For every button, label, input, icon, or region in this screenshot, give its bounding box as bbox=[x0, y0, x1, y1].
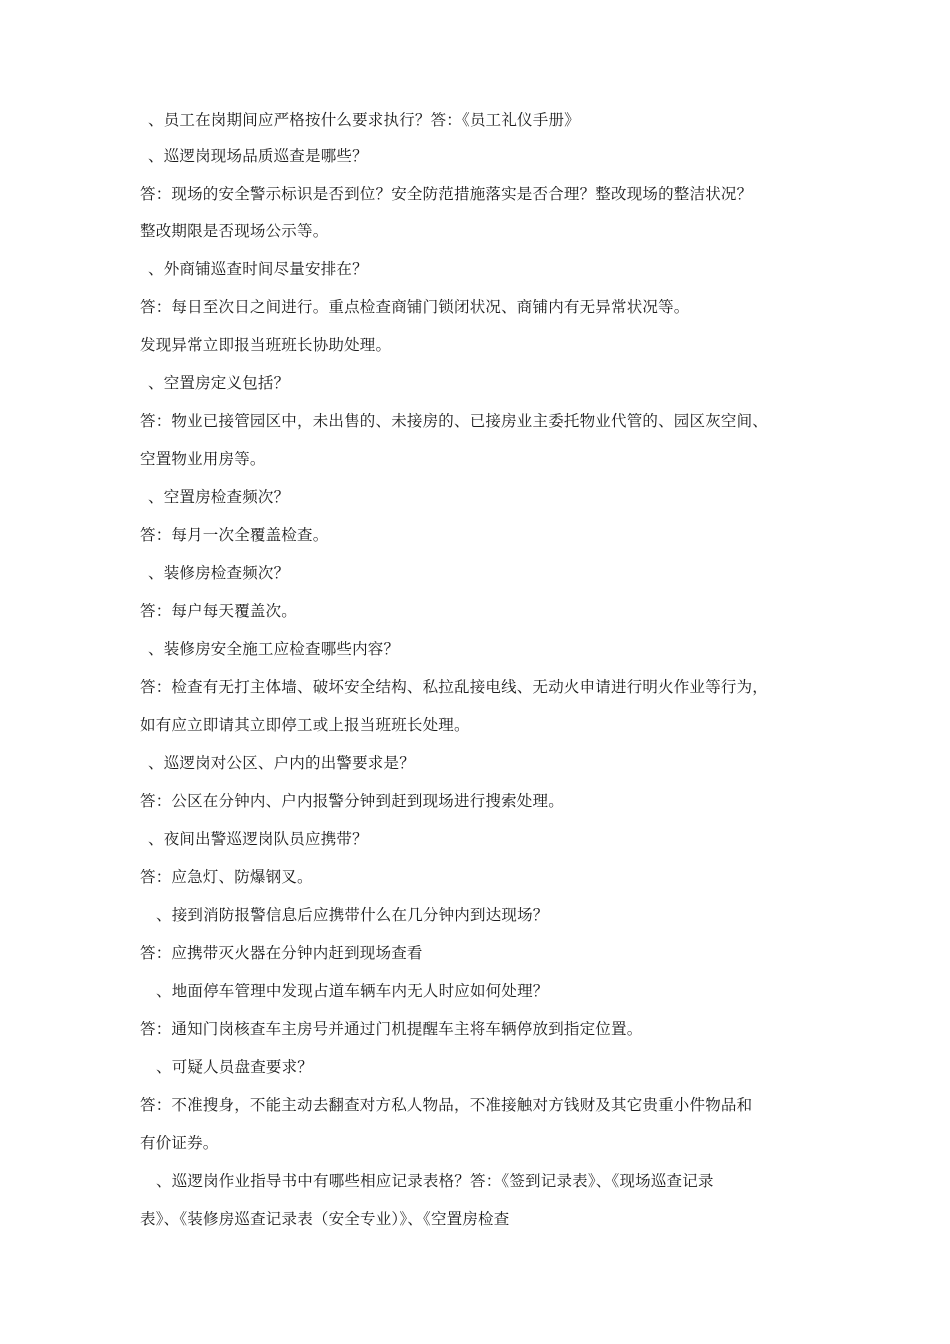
question-line: 、员工在岗期间应严格按什么要求执行？答：《员工礼仪手册》 bbox=[148, 111, 580, 129]
answer-line: 如有应立即请其立即停工或上报当班班长处理。 bbox=[140, 716, 470, 734]
answer-line: 答：每日至次日之间进行。重点检查商铺门锁闭状况、商铺内有无异常状况等。 bbox=[140, 298, 690, 316]
answer-line: 答：应急灯、防爆钢叉。 bbox=[140, 868, 313, 886]
question-line: 、接到消防报警信息后应携带什么在几分钟内到达现场？ bbox=[156, 906, 549, 924]
answer-line: 答：应携带灭火器在分钟内赶到现场查看 bbox=[140, 944, 423, 962]
answer-line: 表》、《装修房巡查记录表（安全专业）》、《空置房检查 bbox=[140, 1210, 510, 1228]
answer-line: 答：通知门岗核查车主房号并通过门机提醒车主将车辆停放到指定位置。 bbox=[140, 1020, 643, 1038]
question-line: 、可疑人员盘查要求？ bbox=[156, 1058, 314, 1076]
answer-line: 答：公区在分钟内、户内报警分钟到赶到现场进行搜索处理。 bbox=[140, 792, 564, 810]
question-line: 、巡逻岗对公区、户内的出警要求是？ bbox=[148, 754, 415, 772]
question-line: 、夜间出警巡逻岗队员应携带？ bbox=[148, 830, 368, 848]
answer-line: 有价证券。 bbox=[140, 1134, 219, 1152]
question-line: 、地面停车管理中发现占道车辆车内无人时应如何处理？ bbox=[156, 982, 549, 1000]
question-line: 、巡逻岗现场品质巡查是哪些？ bbox=[148, 147, 368, 165]
answer-line: 答：不准搜身，不能主动去翻查对方私人物品，不准接触对方钱财及其它贵重小件物品和 bbox=[140, 1096, 753, 1114]
answer-line: 答：检查有无打主体墙、破坏安全结构、私拉乱接电线、无动火申请进行明火作业等行为， bbox=[140, 678, 769, 696]
question-line: 、装修房安全施工应检查哪些内容？ bbox=[148, 640, 400, 658]
answer-line: 整改期限是否现场公示等。 bbox=[140, 222, 329, 240]
answer-line: 空置物业用房等。 bbox=[140, 450, 266, 468]
answer-line: 答：物业已接管园区中，未出售的、未接房的、已接房业主委托物业代管的、园区灰空间、 bbox=[140, 412, 769, 430]
answer-line: 答：现场的安全警示标识是否到位？安全防范措施落实是否合理？整改现场的整洁状况？ bbox=[140, 185, 753, 203]
answer-line: 发现异常立即报当班班长协助处理。 bbox=[140, 336, 392, 354]
answer-line: 答：每户每天覆盖次。 bbox=[140, 602, 298, 620]
question-line: 、外商铺巡查时间尽量安排在？ bbox=[148, 260, 368, 278]
question-line: 、空置房检查频次？ bbox=[148, 488, 290, 506]
question-line: 、巡逻岗作业指导书中有哪些相应记录表格？答：《签到记录表》、《现场巡查记录 bbox=[156, 1172, 714, 1190]
question-line: 、装修房检查频次？ bbox=[148, 564, 290, 582]
question-line: 、空置房定义包括？ bbox=[148, 374, 290, 392]
answer-line: 答：每月一次全覆盖检查。 bbox=[140, 526, 329, 544]
